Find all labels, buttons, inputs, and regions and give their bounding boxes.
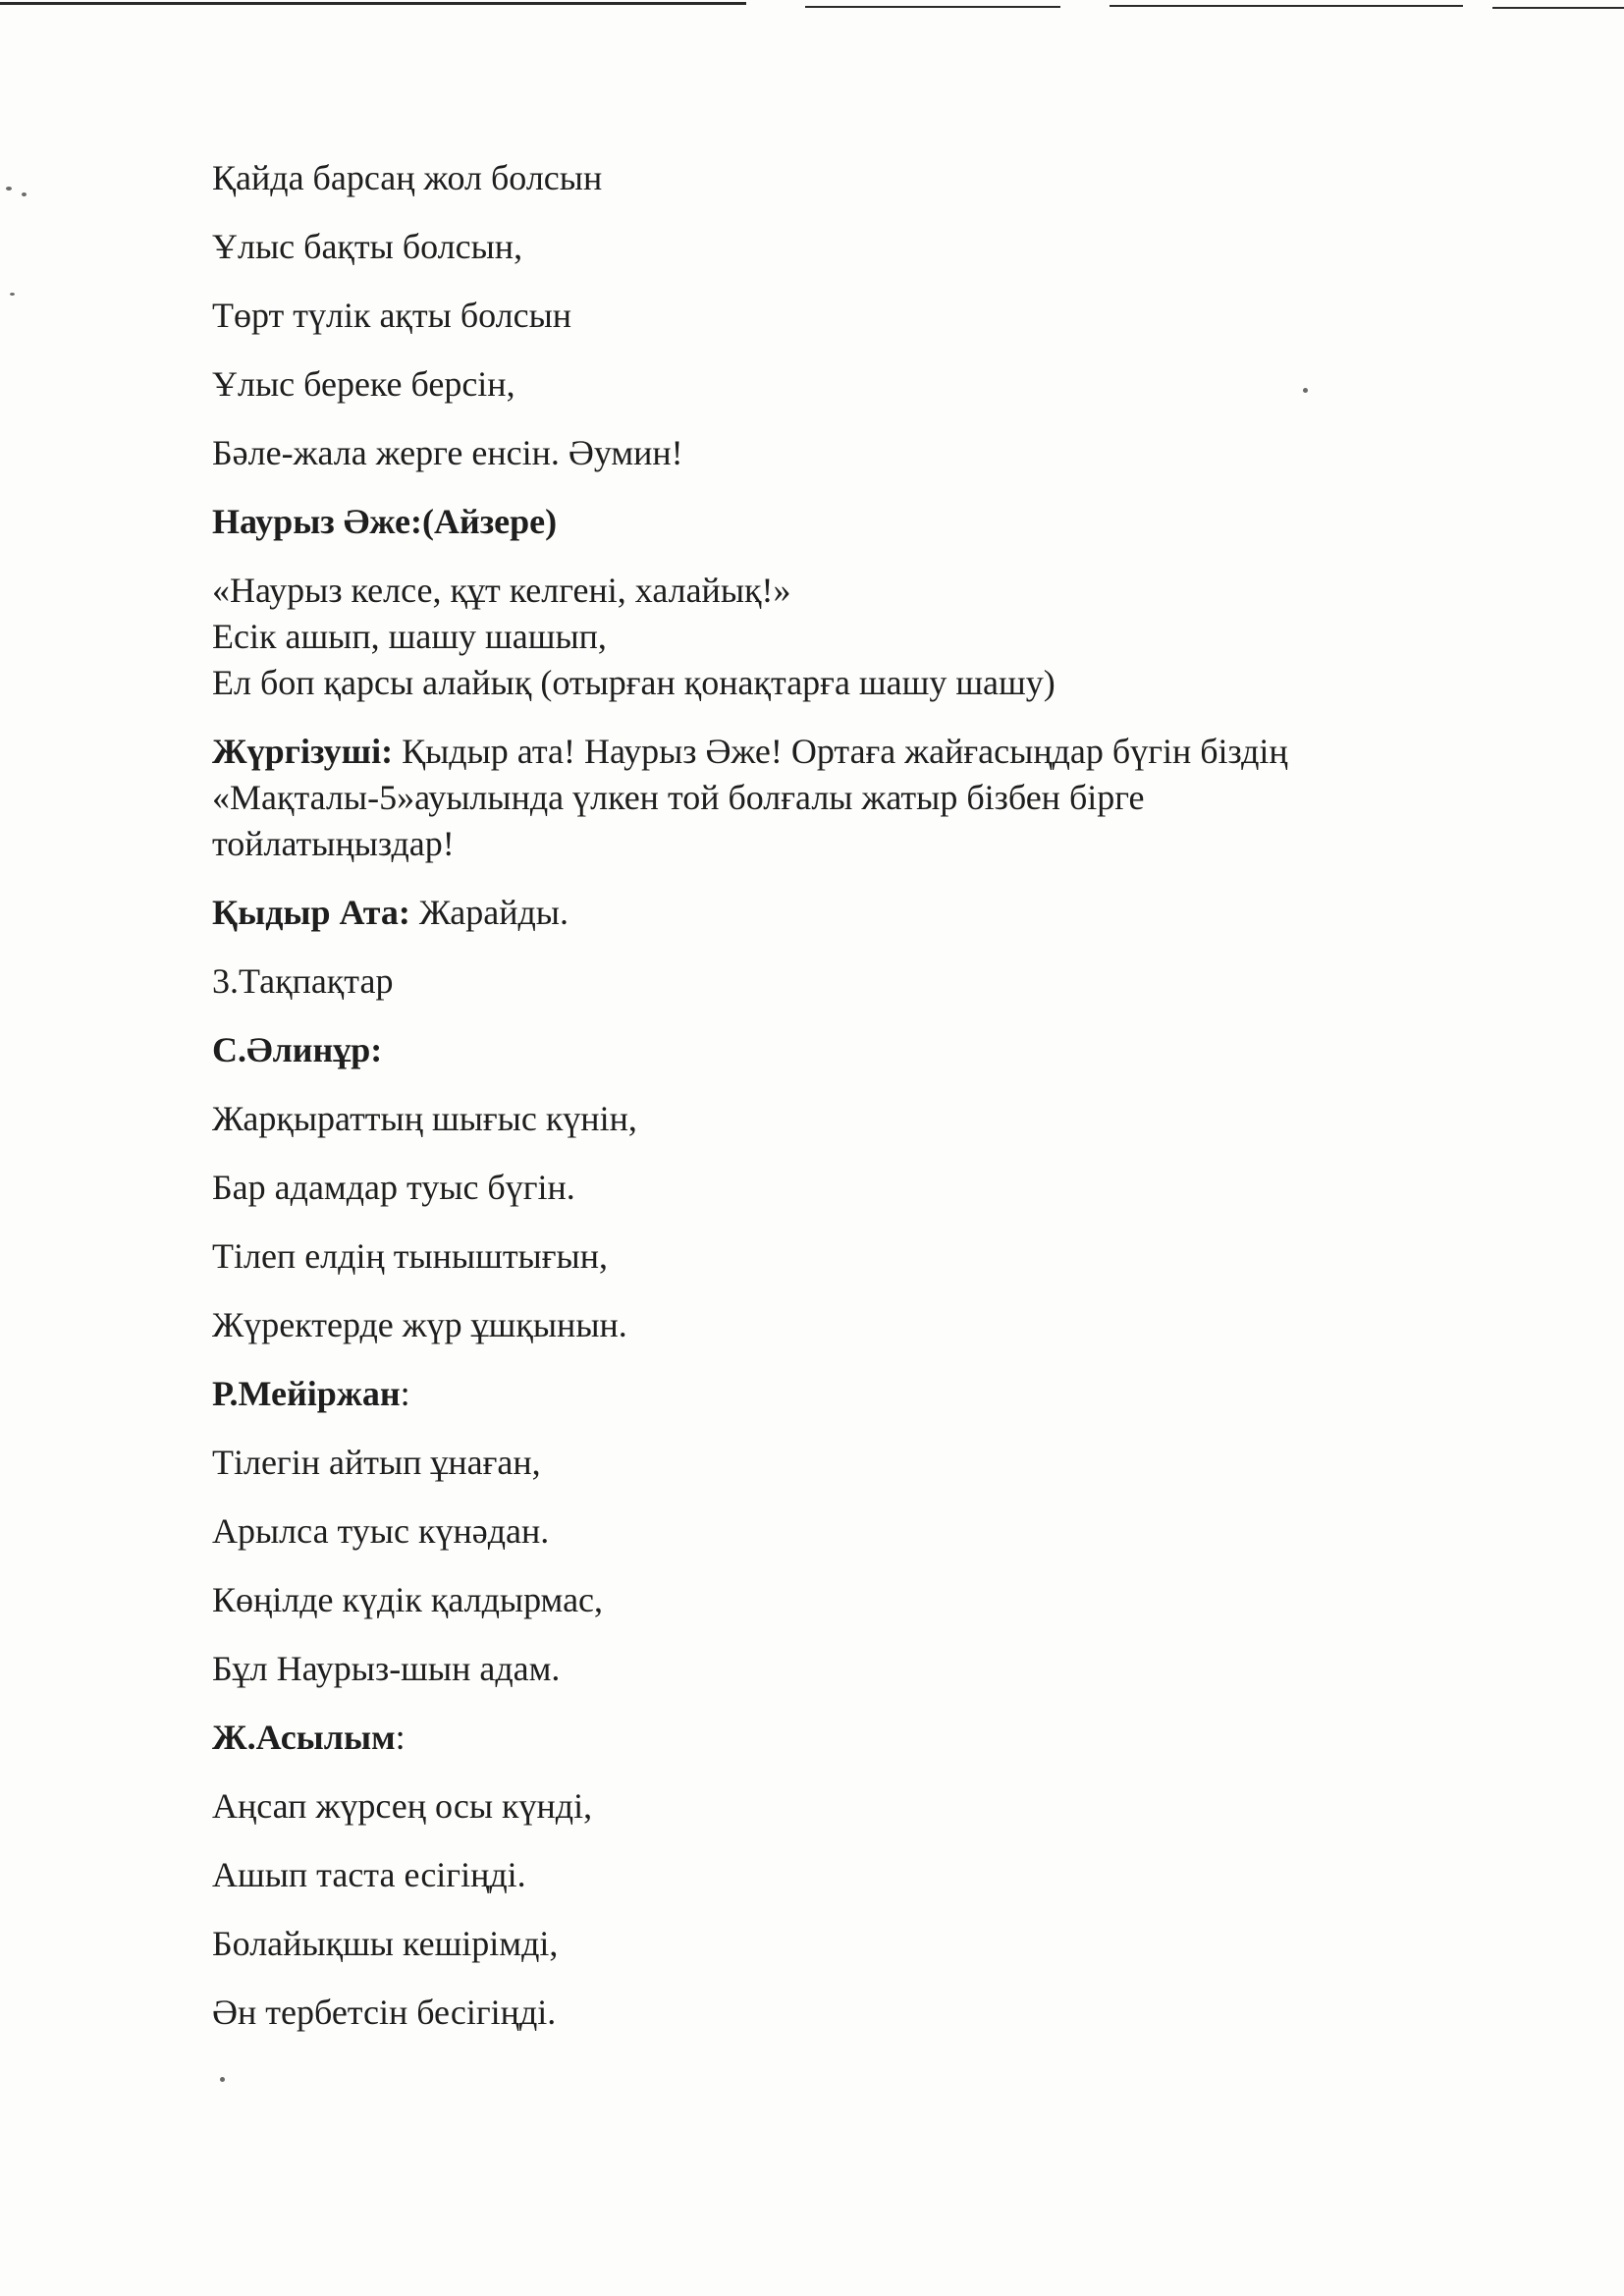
scan-edge-line xyxy=(1110,5,1463,7)
speech-text: Жарайды. xyxy=(409,893,568,932)
poem-line: Тілеп елдің тыныштығын, xyxy=(212,1236,608,1276)
author-colon: : xyxy=(400,1374,410,1413)
scan-speck xyxy=(6,187,12,191)
poem-line: Жүректерде жүр ұшқынын. xyxy=(212,1305,627,1344)
poem-author-line xyxy=(212,1715,1439,1761)
poem xyxy=(212,1027,1439,1348)
document-body xyxy=(212,155,1439,2058)
poem-line: Болайықшы кешірімді, xyxy=(212,1924,559,1963)
text-line: «Мақталы-5»ауылында үлкен той болғалы жатыр бізбен бірге xyxy=(212,778,1145,817)
poem-author-line xyxy=(212,1371,1439,1417)
poem-line: Ашып таста есігіңді. xyxy=(212,1855,526,1894)
poem-author: Р.Мейіржан xyxy=(212,1374,401,1413)
speaker-label: Жүргізуші: xyxy=(212,732,394,771)
scan-edge-line xyxy=(0,2,746,5)
text-line: Ел боп қарсы алайық (отырған қонақтарға шашу шашу) xyxy=(212,663,1056,702)
speech-text: Қыдыр ата! Наурыз Әже! Ортаға жайғасыңдар бүгін біздің xyxy=(393,732,1288,771)
speaker-heading: Наурыз Әже:(Айзере) xyxy=(212,502,558,541)
poem xyxy=(212,1715,1439,2036)
text-line: тойлатыңыздар! xyxy=(212,824,455,863)
scan-edge-line xyxy=(1492,7,1624,9)
poem-author: Ж.Асылым xyxy=(212,1718,396,1757)
text-line: «Наурыз келсе, құт келгені, халайық!» xyxy=(212,571,791,610)
text-line: Ұлыс береке берсін, xyxy=(212,364,515,404)
section-title: 3.Тақпақтар xyxy=(212,961,394,1001)
poem-line: Аңсап жүрсең осы күнді, xyxy=(212,1786,593,1826)
author-colon: : xyxy=(395,1718,406,1757)
poem-line: Тілегін айтып ұнаған, xyxy=(212,1443,541,1482)
host-speech xyxy=(212,729,1439,867)
text-line: Ұлыс бақты болсын, xyxy=(212,227,523,266)
poem-author: С.Әлинұр: xyxy=(212,1030,383,1069)
qydyr-reply xyxy=(212,890,1439,936)
scan-edge-line xyxy=(805,6,1060,8)
scan-speck xyxy=(10,293,15,296)
speaker-label: Қыдыр Ата: xyxy=(212,893,410,932)
poem-line: Жарқыраттың шығыс күнін, xyxy=(212,1099,637,1138)
text-line xyxy=(212,729,1439,775)
scan-speck xyxy=(220,2077,225,2082)
poem-line: Арылса туыс күнәдан. xyxy=(212,1511,550,1551)
text-line: Төрт түлік ақты болсын xyxy=(212,296,572,335)
poem-line: Ән тербетсін бесігіңді. xyxy=(212,1993,557,2032)
poem-line: Көңілде күдік қалдырмас, xyxy=(212,1580,604,1619)
text-line: Бәле-жала жерге енсін. Әумин! xyxy=(212,433,683,472)
scan-speck xyxy=(22,192,27,196)
poem-line: Бар адамдар туыс бүгін. xyxy=(212,1168,575,1207)
text-line: Есік ашып, шашу шашып, xyxy=(212,617,607,656)
text-line: Қайда барсаң жол болсын xyxy=(212,158,603,197)
nauryz-speech xyxy=(212,568,1439,706)
blessing-block xyxy=(212,155,1439,476)
poem xyxy=(212,1371,1439,1692)
poem-line: Бұл Наурыз-шын адам. xyxy=(212,1649,561,1688)
